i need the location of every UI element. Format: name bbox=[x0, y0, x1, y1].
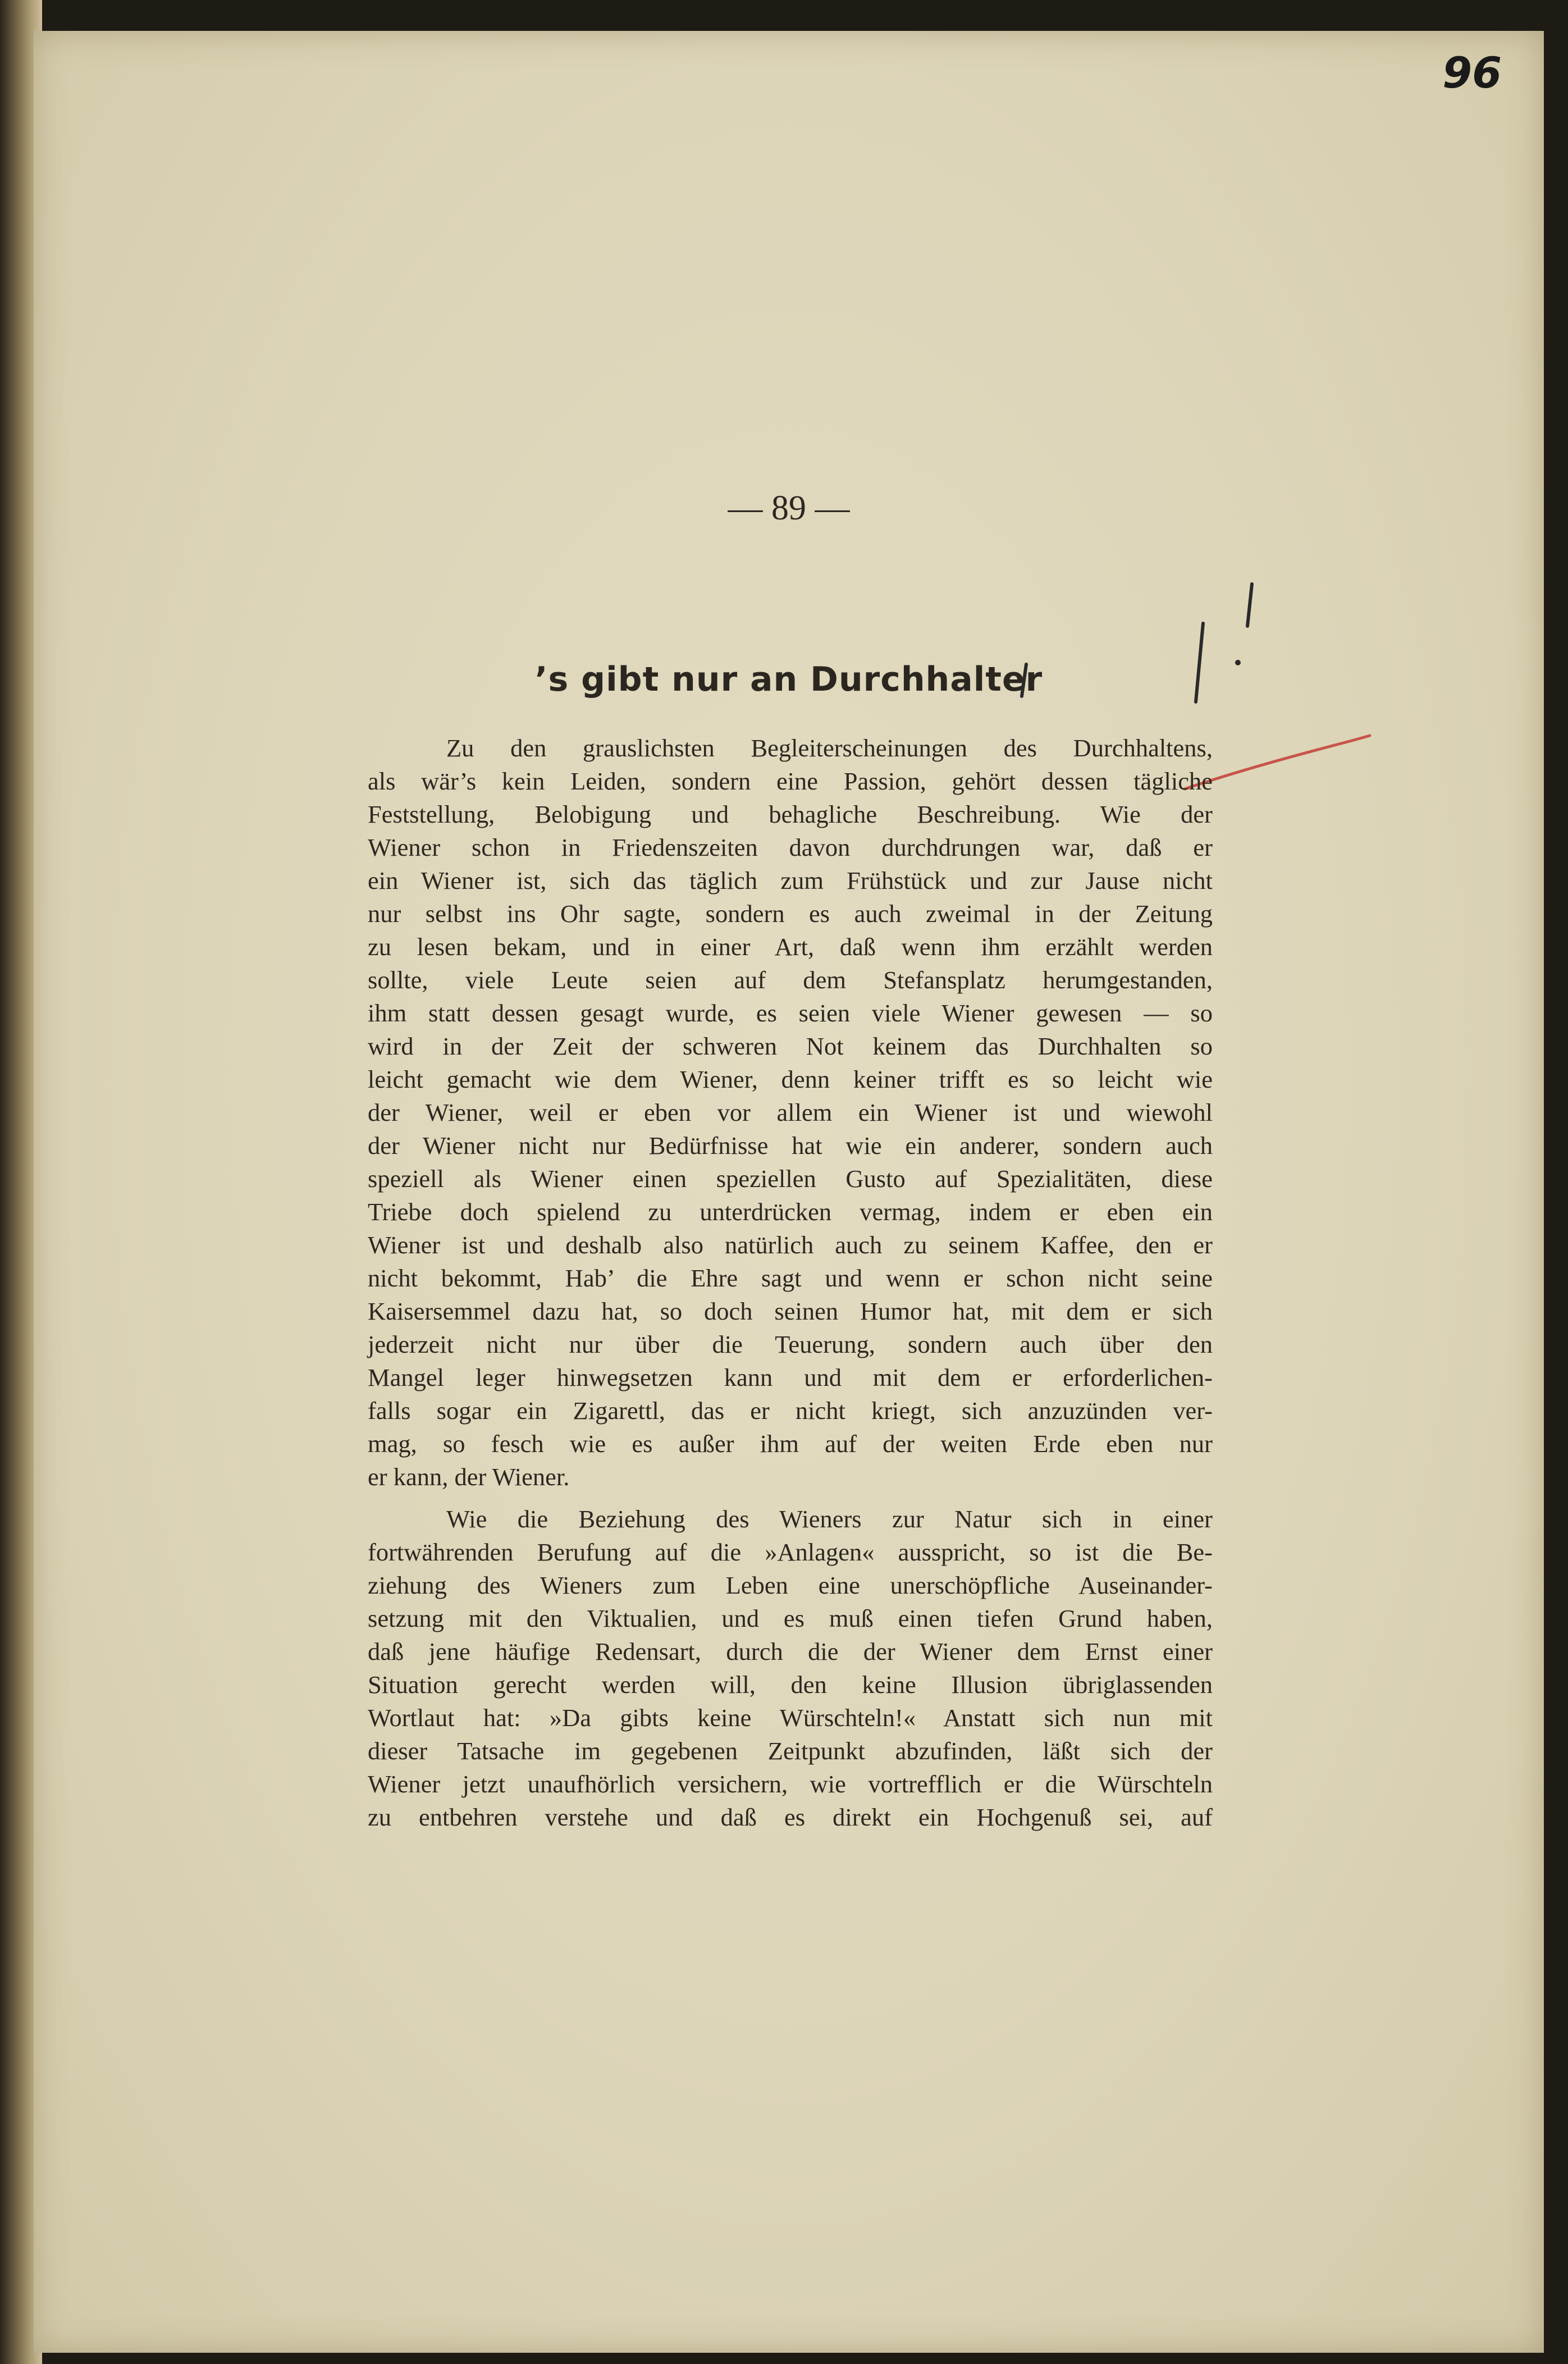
text-line: sollte, viele Leute seien auf dem Stefansplatz herumgestanden, bbox=[368, 966, 1213, 994]
text-line: er kann, der Wiener. bbox=[368, 1463, 570, 1491]
article-title: ’s gibt nur an Durchhalter bbox=[534, 660, 1043, 699]
text-line: Wiener jetzt unaufhörlich versichern, wie vortrefflich er die Würschteln bbox=[368, 1770, 1213, 1798]
text-line: zu lesen bekam, und in einer Art, daß wenn ihm erzählt werden bbox=[368, 933, 1213, 961]
text-line: Triebe doch spielend zu unterdrücken vermag, indem er eben ein bbox=[368, 1198, 1213, 1226]
page-number: — 89 — bbox=[728, 489, 850, 527]
text-line: jederzeit nicht nur über die Teuerung, sondern auch über den bbox=[368, 1330, 1213, 1358]
text-line: Wie die Beziehung des Wieners zur Natur sich in einer bbox=[446, 1505, 1213, 1533]
text-line: Mangel leger hinwegsetzen kann und mit dem er erforderlichen- bbox=[368, 1363, 1213, 1391]
text-line: Zu den grauslichsten Begleiterscheinungen des Durchhaltens, bbox=[446, 734, 1213, 762]
archive-page-number: 96 bbox=[1442, 48, 1502, 98]
text-line: falls sogar ein Zigarettl, das er nicht kriegt, sich anzuzünden ver- bbox=[368, 1397, 1213, 1425]
text-line: zu entbehren verstehe und daß es direkt ein Hochgenuß sei, auf bbox=[368, 1803, 1213, 1831]
text-line: der Wiener nicht nur Bedürfnisse hat wie ein anderer, sondern auch bbox=[368, 1131, 1213, 1160]
text-line: Feststellung, Belobigung und behagliche Beschreibung. Wie der bbox=[368, 800, 1213, 828]
paragraph-1 bbox=[368, 732, 1213, 1494]
text-line: dieser Tatsache im gegebenen Zeitpunkt abzufinden, läßt sich der bbox=[368, 1737, 1213, 1765]
text-line: fortwährenden Berufung auf die »Anlagen« ausspricht, so ist die Be- bbox=[368, 1538, 1213, 1566]
text-line: leicht gemacht wie dem Wiener, denn keiner trifft es so leicht wie bbox=[368, 1065, 1213, 1093]
pencil-slash-mark bbox=[1022, 664, 1026, 696]
text-line: Situation gerecht werden will, den keine Illusion übriglassenden bbox=[368, 1671, 1213, 1699]
text-line: Wortlaut hat: »Da gibts keine Würschteln!« Anstatt sich nun mit bbox=[368, 1704, 1213, 1732]
text-line: wird in der Zeit der schweren Not keinem das Durchhalten so bbox=[368, 1032, 1213, 1060]
text-line: daß jene häufige Redensart, durch die der Wiener dem Ernst einer bbox=[368, 1637, 1213, 1665]
pencil-exclamation-mark-upper bbox=[1247, 584, 1252, 626]
text-line: nicht bekommt, Hab’ die Ehre sagt und wenn er schon nicht seine bbox=[368, 1264, 1213, 1292]
document-page bbox=[34, 31, 1544, 2353]
pencil-exclamation-mark bbox=[1196, 623, 1203, 702]
paragraph-2 bbox=[368, 1503, 1213, 1834]
text-line: Wiener ist und deshalb also natürlich auch zu seinem Kaffee, den er bbox=[368, 1231, 1213, 1259]
text-line: Kaisersemmel dazu hat, so doch seinen Humor hat, mit dem er sich bbox=[368, 1297, 1213, 1325]
text-line: speziell als Wiener einen speziellen Gusto auf Spezialitäten, diese bbox=[368, 1165, 1213, 1193]
pencil-exclamation-dot bbox=[1235, 660, 1241, 665]
article-body bbox=[368, 732, 1213, 1834]
text-line: nur selbst ins Ohr sagte, sondern es auch zweimal in der Zeitung bbox=[368, 900, 1213, 928]
text-line: ein Wiener ist, sich das täglich zum Frühstück und zur Jause nicht bbox=[368, 866, 1213, 895]
text-line: als wär’s kein Leiden, sondern eine Passion, gehört dessen tägliche bbox=[368, 767, 1213, 795]
text-line: ihm statt dessen gesagt wurde, es seien viele Wiener gewesen — so bbox=[368, 999, 1213, 1027]
text-line: ziehung des Wieners zum Leben eine unerschöpfliche Auseinander- bbox=[368, 1571, 1213, 1599]
text-line: der Wiener, weil er eben vor allem ein Wiener ist und wiewohl bbox=[368, 1098, 1213, 1126]
text-line: mag, so fesch wie es außer ihm auf der weiten Erde eben nur bbox=[368, 1430, 1213, 1458]
text-line: Wiener schon in Friedenszeiten davon durchdrungen war, daß er bbox=[368, 833, 1213, 861]
text-line: setzung mit den Viktualien, und es muß einen tiefen Grund haben, bbox=[368, 1604, 1213, 1632]
